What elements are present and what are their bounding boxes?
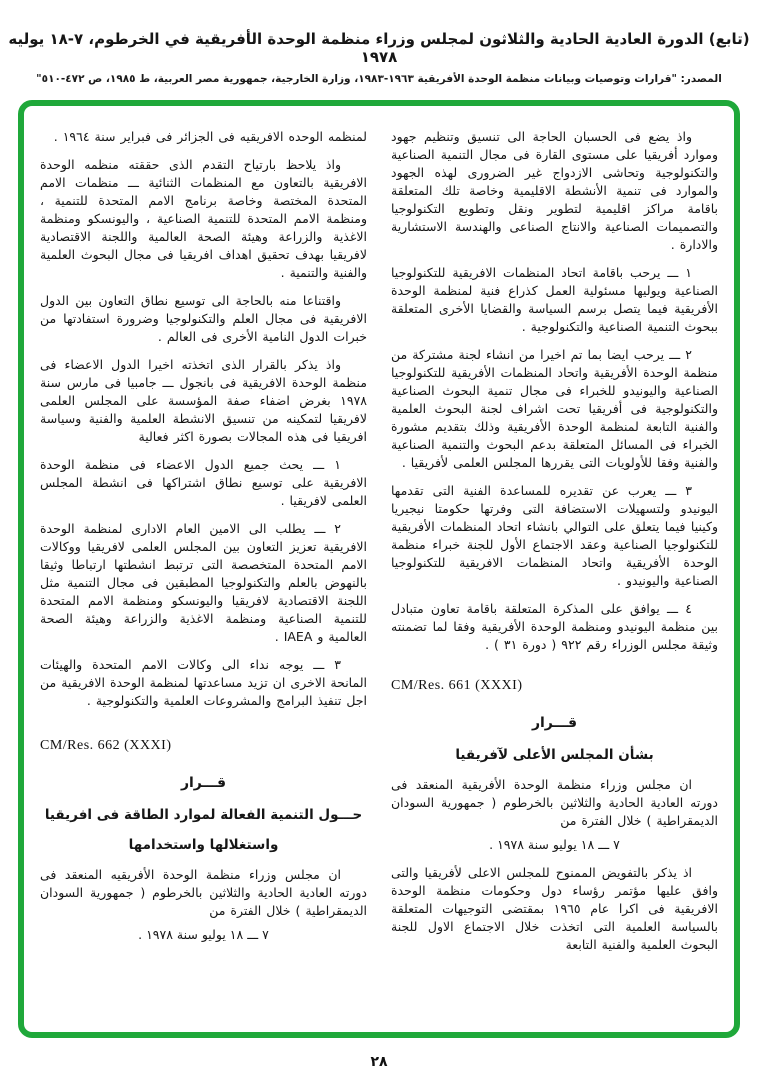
paragraph-progress: واذ يلاحظ بارتياح التقدم الذى حققته منظمه الوحدة الافريقية بالتعاون مع المنظمات الثنائية ـــ منظمات الامم المتحدة المختصة وخاصة برنامج الامم المتحدة للتنمية ، ومنظمة الامم المتحدة للتنمية الصناعية ، واليونسكو ومنظمة الاغذية والزراعة وهيئة الصحة العالمية واللجنة الاقتصادية لافريقيا بهدف تحقيق اهداف افريقيا فى مجال البحوث العلمية والفنية والتنمية . [40,157,367,280]
paragraph-item-3: ٣ ـــ يوجه نداء الى وكالات الامم المتحدة والهيئات المانحة الاخرى ان تزيد مساعدتها لمنظمة الوحدة الافريقية من اجل تنفيذ البرامج والمشروعات العلمية والتكنولوجية . [40,657,367,708]
paragraph-mandate: اذ يذكر بالتفويض الممنوح للمجلس الاعلى لأفريقيا والتى وافق عليها مؤتمر رؤساء دول وحكومات منظمة الوحدة الافريقية فى اكرا عام ١٩٦٥ بمقتضى التوجيهات المتعلقة بالسياسة العلمية التى اتخذت خلال الاجتماع الاول للجنة البحوث العلمية والفنية التابعة [391,865,718,952]
paragraph-banjul-decision: واذ يذكر بالقرار الذى اتخذته اخيرا الدول الاعضاء فى منظمة الوحدة الافريقية فى بانجول ـــ جامبيا فى مارس سنة ١٩٧٨ بغرض اضفاء صفة المؤسسة على المجلس العلمى لافريقيا لتمكينه من تنسيق الانشطة العلمية والفنية وسياسة افريقيا فى هذه المجالات بصورة اكثر فعالية [40,357,367,444]
resolution-title-word: قـــرار [180,775,227,791]
resolution-number-661: CM/Res. 661 (XXXI) [391,678,523,693]
resolution-subject-line2: واستغلالها واستخدامها [128,837,279,853]
session-date: ٧ ـــ ١٨ يوليو سنة ١٩٧٨ . [489,837,620,852]
source-line: المصدر: "قرارات وتوصيات وبيانات منظمة الوحدة الأفريقية ١٩٦٣-١٩٨٣، وزارة الخارجية، جمهورية مصر العربية، ط ١٩٨٥، ص ٤٧٢-٥١٠" [36,73,722,85]
resolution-subject: بشأن المجلس الأعلى لآفريقيا [455,747,654,763]
resolution-number-662: CM/Res. 662 (XXXI) [40,738,172,753]
resolution-title-word: قـــرار [531,715,578,731]
paragraph-item-3: ٣ ـــ يعرب عن تقديره للمساعدة الفنية التى تقدمها اليونيدو ولتسهيلات الاستضافة التى وفرتها حكومتا نيجيريا وكينيا فيما يتعلق على التوالي بانشاء اتحاد المنظمات الأفريقية للتكنولوجيا الصناعية وعقد الاجتماع الأول للجنة خبراء منظمة الوحدة الأفريقية واتحاد المنظمات الافريقية للتكنولوجيا الصناعية واليونيدو . [391,483,718,588]
paragraph-preamble: واذ يضع فى الحسبان الحاجة الى تنسيق وتنظيم جهود وموارد أفريقيا على مستوى القارة فى مجال التنمية الصناعية والتكنولوجية وتحاشى الازدواج غير الضرورى لهذه الجهود والموارد فى تنمية الأنشطة الاقليمية وخاصة تلك المتعلقة باقامة مراكز اقليمية لتطوير ونقل وتطويع التكنولوجيا والتصميمات الصناعية والانتاج الصناعى والهندسة الاستشارية والادارة . [391,129,718,252]
paragraph-item-1: ١ ـــ يرحب باقامة اتحاد المنظمات الافريقية للتكنولوجيا الصناعية ويوليها مسئولية العمل كذراع فنية لمنظمة الوحدة الأفريقية فيما يتصل برسم السياسة والقضايا الأخرى المتعلقة ببحوث التنمية الصناعية والتكنولوجية . [391,265,718,334]
paragraph-continuation: لمنظمه الوحده الافريقيه فى الجزائر فى فبراير سنة ١٩٦٤ . [53,129,367,144]
paragraph-item-2: ٢ ـــ يرحب ايضا بما تم اخيرا من انشاء لجنة مشتركة من منظمة الوحدة الأفريقية واتحاد المنظمات الأفريقية للتكنولوجيا الصناعية واليونيدو للخبراء فى مجال تنمية البحوث الصناعية والتكنولوجية فى أفريقيا تحت اشراف لجنة البحوث العلمية والفنية التابعة لمنظمة الوحدة الأفريقية وذلك بتقديم مشورة الخبراء فى المسائل المتعلقة بدعم البحوث والتنمية الصناعية والفنية وفقا للأولويات التى يقررها المجلس العلمى لأفريقيا . [391,347,718,470]
page-number: ٢٨ [370,1054,388,1070]
column-right [391,128,718,1018]
page-header [0,30,758,85]
paragraph-session: ان مجلس وزراء منظمة الوحدة الأفريقيه المنعقد فى دورته العادية الحادية والثلاثين بالخرطوم ( جمهورية السودان الديمقراطية ) خلال الفترة من [40,867,367,918]
paragraph-conviction: واقتناعا منه بالحاجة الى توسيع نطاق التعاون بين الدول الافريقية فى مجال العلم والتكنولوجيا وضرورة استفادتها من خبرات الدول النامية الأخرى فى العالم . [40,293,367,344]
two-column-layout [24,106,734,1032]
paragraph-item-2: ٢ ـــ يطلب الى الامين العام الادارى لمنظمة الوحدة الافريقية تعزيز التعاون بين المجلس العلمى لافريقيا ووكالات الامم المتحدة المتخصصة التى ترتبط انشطتها ارتباطا وثيقا بالنهوض بالعلم والتكنولوجيا المطبقين فى مجال التنمية مثل اللجنة الاقتصادية لافريقيا واليونسكو ومنظمة الامم المتحدة للتنمية الصناعية ومنظمة الاغذية والزراعة وهيئة الصحة العالمية و IAEA . [40,521,367,644]
paragraph-session: ان مجلس وزراء منظمة الوحدة الأفريقية المنعقد فى دورته العادية الحادية والثلاثين بالخرطوم ( جمهورية السودان الديمقراطية ) خلال الفترة من [391,777,718,828]
resolution-subject-line1: حـــول التنمية الفعالة لموارد الطاقة فى افريقيا [44,807,363,823]
paragraph-item-4: ٤ ـــ يوافق على المذكرة المتعلقة باقامة تعاون متبادل بين منظمة اليونيدو ومنظمة الوحدة الأفريقية وفقا لما تضمنته وثيقة مجلس الوزراء رقم ٩٢٢ ( دورة ٣١ ) . [391,601,718,652]
session-date: ٧ ـــ ١٨ يوليو سنة ١٩٧٨ . [138,927,269,942]
paragraph-item-1: ١ ـــ يحث جميع الدول الاعضاء فى منظمة الوحدة الافريقية على توسيع نطاق اشتراكها فى انشطة المجلس العلمى لافريقيا . [40,457,367,508]
page-title: (تابع) الدورة العادية الحادية والثلاثون لمجلس وزراء منظمة الوحدة الأفريقية في الخرطوم، ٧-١٨ يوليه ١٩٧٨ [8,30,750,66]
content-border-box [18,100,740,1038]
column-left [40,128,367,1018]
